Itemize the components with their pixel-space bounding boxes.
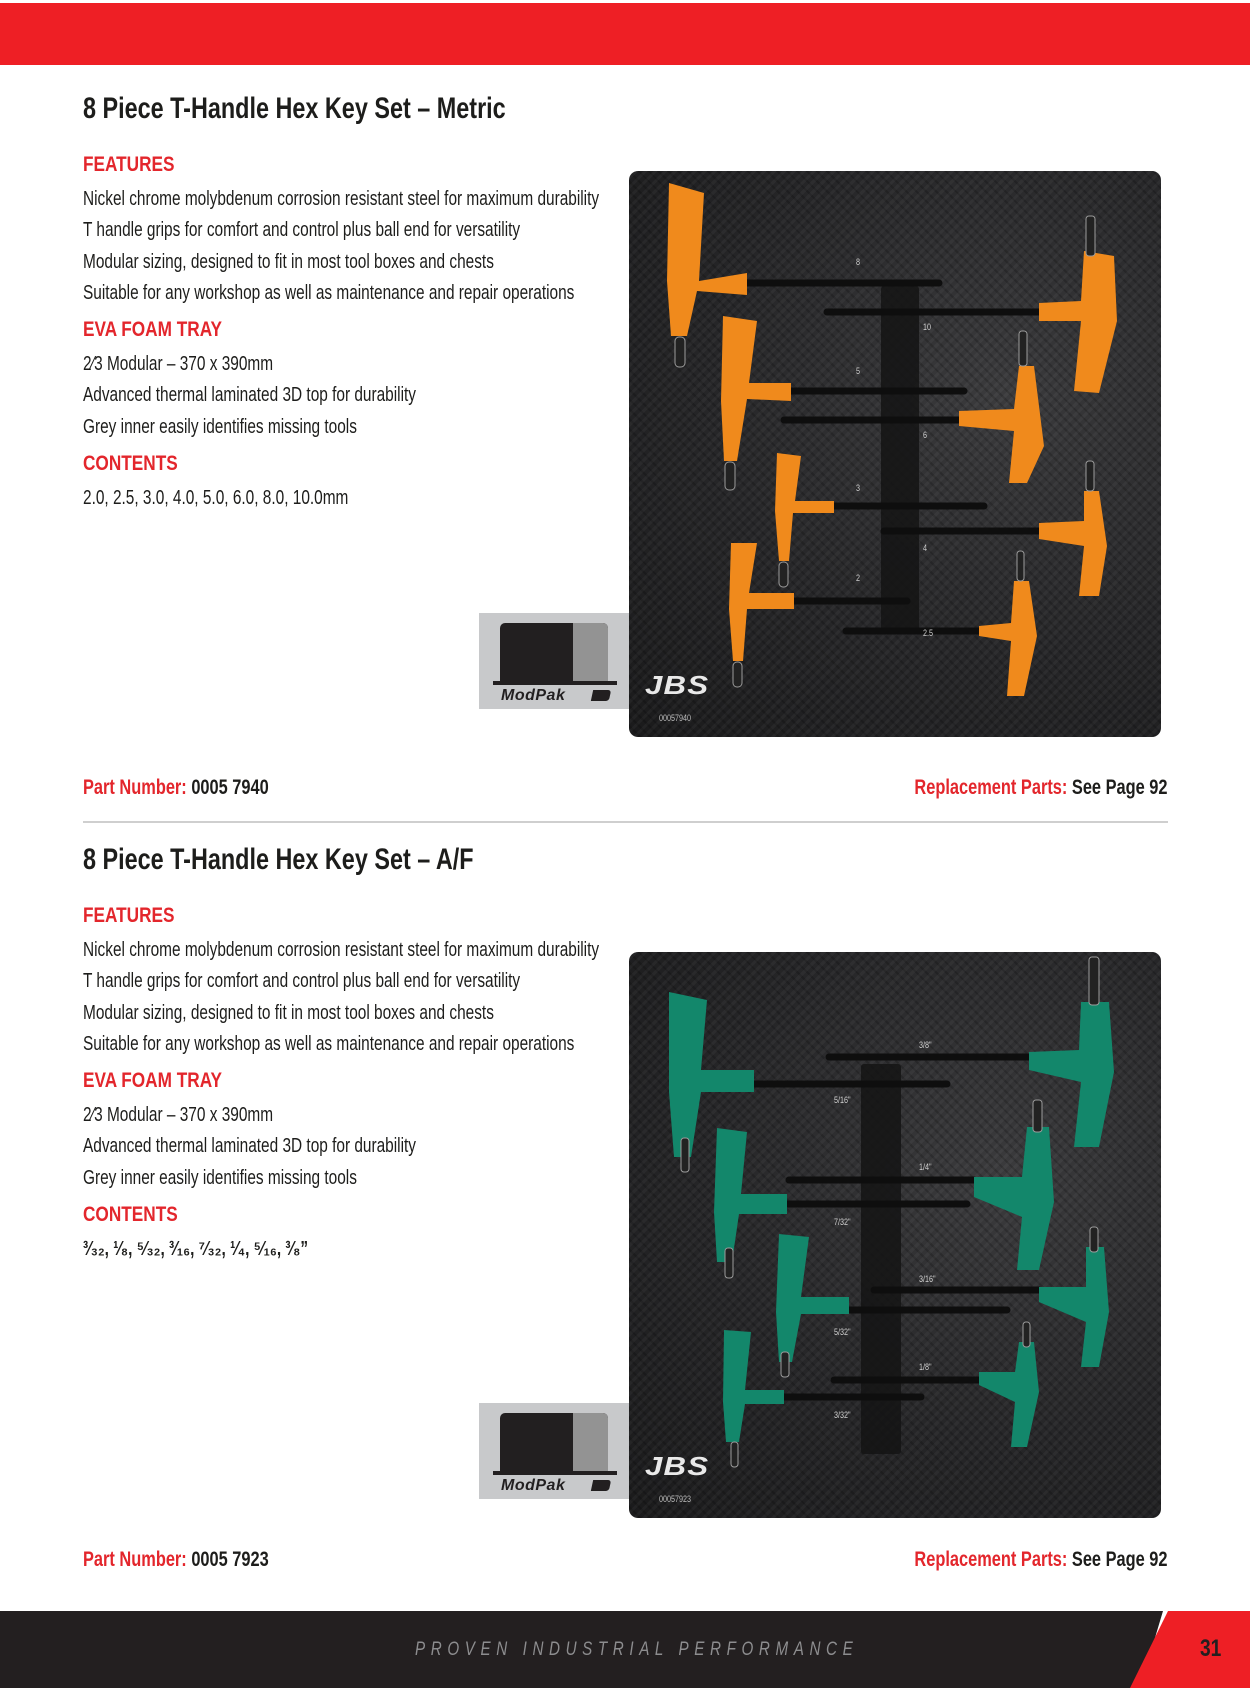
tray-spec: 2⁄3 Modular – 370 x 390mm — [83, 1104, 274, 1127]
product-image-af — [629, 952, 1161, 1518]
part-number: Part Number: 0005 7923 — [83, 1548, 269, 1571]
contents-section — [83, 451, 643, 516]
size-label: 6 — [923, 430, 928, 440]
replacement-parts: Replacement Parts: See Page 92 — [914, 1548, 1168, 1571]
tray-spec: Grey inner easily identifies missing tools — [83, 1166, 357, 1189]
tray-heading: EVA FOAM TRAY — [83, 318, 223, 342]
product-meta — [83, 776, 1168, 802]
replacement-parts: Replacement Parts: See Page 92 — [914, 776, 1168, 799]
product-title: 8 Piece T-Handle Hex Key Set – A/F — [83, 843, 474, 876]
size-label: 5/32" — [834, 1327, 851, 1337]
hex-keys-illustration — [629, 952, 1161, 1518]
features-section — [83, 152, 643, 311]
contents-heading: CONTENTS — [83, 1203, 178, 1227]
tray-spec: Advanced thermal laminated 3D top for durability — [83, 1135, 416, 1158]
product-image-metric — [629, 171, 1161, 737]
part-number: Part Number: 0005 7940 — [83, 776, 269, 799]
features-section — [83, 903, 643, 1062]
feature-item: Suitable for any workshop as well as maintenance and repair operations — [83, 281, 575, 304]
size-label: 3 — [856, 483, 861, 493]
size-label: 7/32" — [834, 1217, 851, 1227]
feature-item: Modular sizing, designed to fit in most tool boxes and chests — [83, 250, 494, 273]
feature-item: Modular sizing, designed to fit in most tool boxes and chests — [83, 1001, 494, 1024]
jbs-logo: JBS — [645, 670, 710, 700]
contents-section — [83, 1202, 643, 1267]
size-label: 8 — [856, 257, 861, 267]
tray-section — [83, 1068, 643, 1196]
tray-spec: Advanced thermal laminated 3D top for durability — [83, 384, 416, 407]
tray-spec: Grey inner easily identifies missing tools — [83, 415, 357, 438]
size-label: 3/8" — [919, 1040, 932, 1050]
modpak-tray-icon — [500, 623, 608, 683]
size-label: 10 — [923, 322, 932, 332]
tray-spec: 2⁄3 Modular – 370 x 390mm — [83, 353, 274, 376]
size-label: 3/32" — [834, 1410, 851, 1420]
jbs-logo: JBS — [645, 1451, 710, 1481]
features-heading: FEATURES — [83, 153, 175, 176]
feature-item: Nickel chrome molybdenum corrosion resistant steel for maximum durability — [83, 939, 600, 961]
tray-section — [83, 317, 643, 445]
size-label: 1/4" — [919, 1162, 932, 1172]
product-meta — [83, 1548, 1168, 1574]
size-label: 2.5 — [923, 628, 934, 638]
product-details — [83, 903, 643, 1273]
page-footer — [0, 1611, 1250, 1688]
feature-item: Nickel chrome molybdenum corrosion resistant steel for maximum durability — [83, 188, 600, 210]
hex-keys-illustration — [629, 171, 1161, 737]
footer-tagline: PROVEN INDUSTRIAL PERFORMANCE — [415, 1639, 859, 1660]
size-label: 5 — [856, 366, 861, 376]
contents-heading: CONTENTS — [83, 452, 178, 476]
size-label: 4 — [923, 543, 928, 553]
modpak-badge — [479, 613, 632, 709]
feature-item: T handle grips for comfort and control plus ball end for versatility — [83, 970, 521, 993]
tray-heading: EVA FOAM TRAY — [83, 1069, 223, 1093]
section-divider — [83, 821, 1168, 823]
size-label: 1/8" — [919, 1362, 932, 1372]
modpak-label: ModPak — [501, 687, 566, 704]
size-label: 3/16" — [919, 1274, 936, 1284]
features-heading: FEATURES — [83, 904, 175, 927]
contents-list: 2.0, 2.5, 3.0, 4.0, 5.0, 6.0, 8.0, 10.0mm — [83, 487, 349, 510]
contents-list: ³⁄₃₂, ¹⁄₈, ⁵⁄₃₂, ³⁄₁₆, ⁷⁄₃₂, ¹⁄₄, ⁵⁄₁₆, ³⁄₈” — [83, 1238, 309, 1261]
product-title: 8 Piece T-Handle Hex Key Set – Metric — [83, 92, 506, 125]
page-number: 31 — [1200, 1635, 1222, 1662]
tray-code: 00057940 — [659, 713, 692, 723]
feature-item: T handle grips for comfort and control plus ball end for versatility — [83, 219, 521, 242]
tray-code: 00057923 — [659, 1494, 692, 1504]
feature-item: Suitable for any workshop as well as maintenance and repair operations — [83, 1032, 575, 1055]
header-bar — [0, 3, 1250, 65]
modpak-tray-icon — [500, 1413, 608, 1473]
modpak-badge — [479, 1403, 632, 1499]
product-details — [83, 152, 643, 522]
modpak-label: ModPak — [501, 1477, 566, 1494]
size-label: 5/16" — [834, 1095, 851, 1105]
size-label: 2 — [856, 573, 861, 583]
